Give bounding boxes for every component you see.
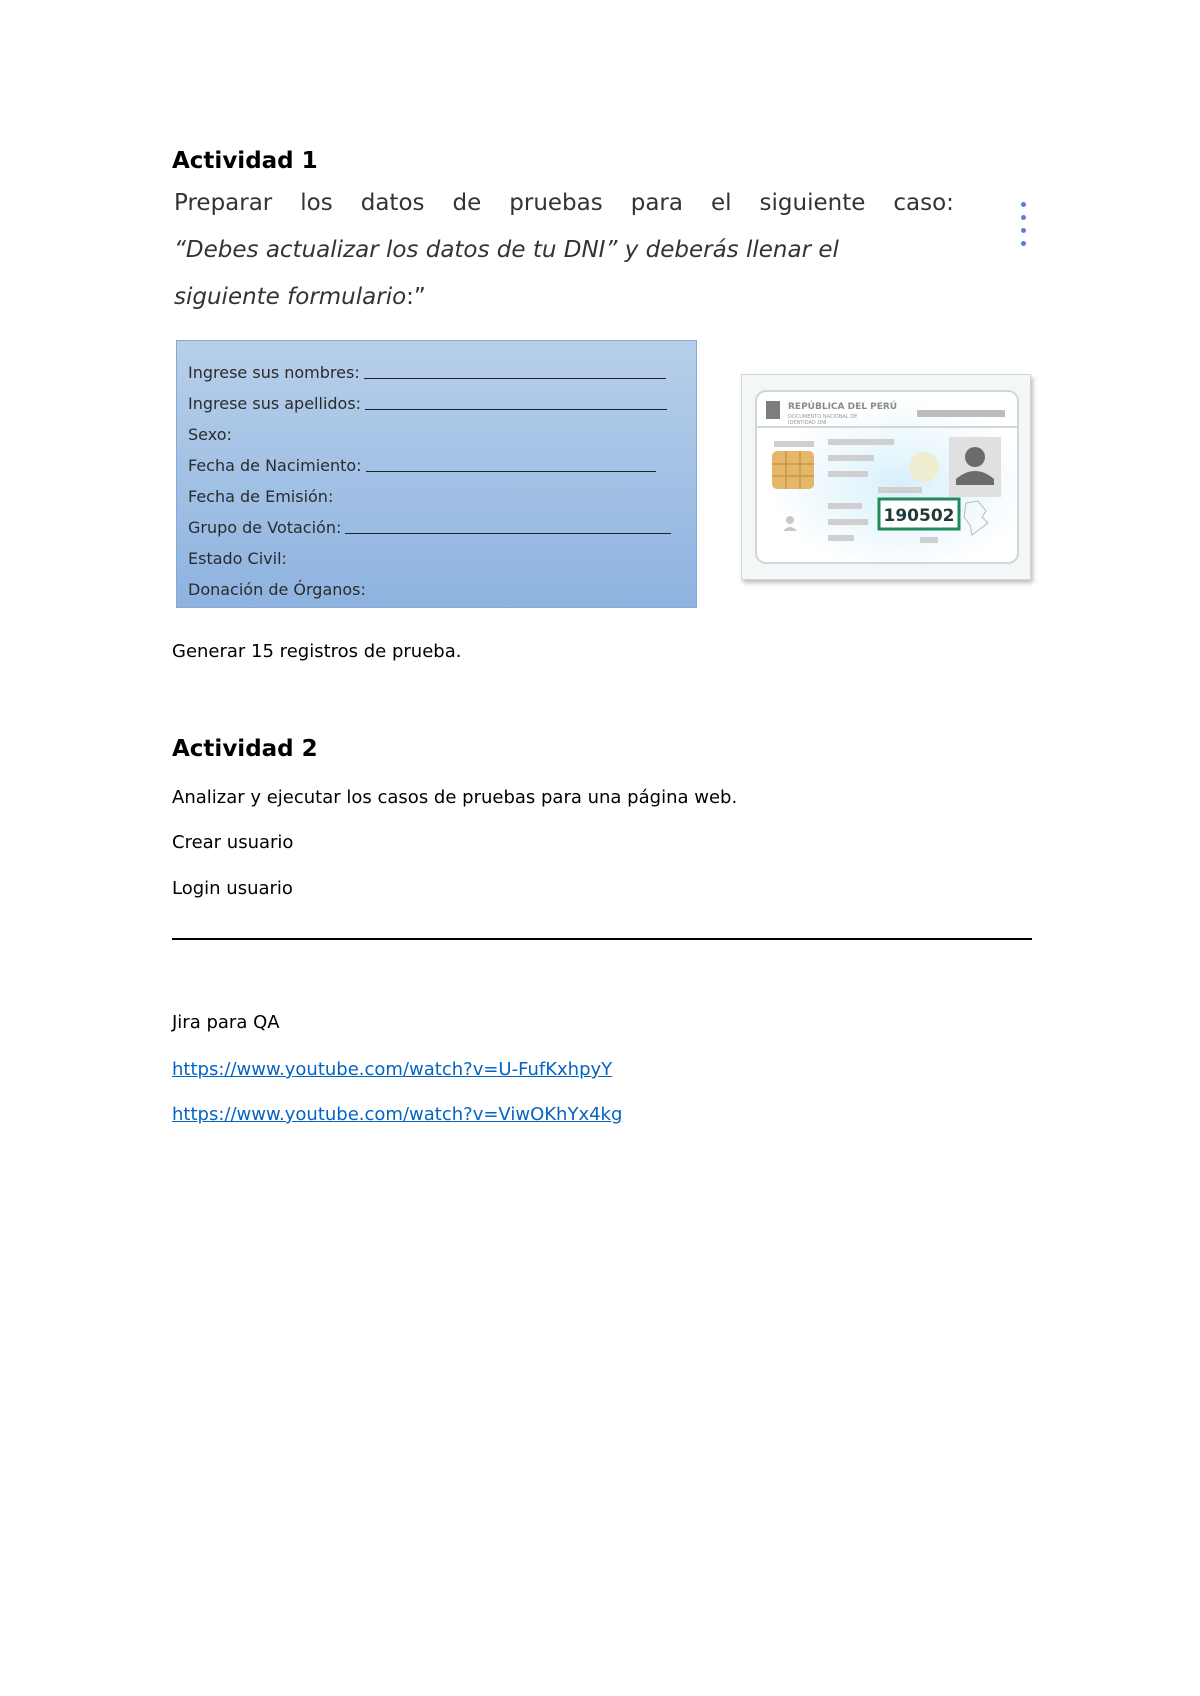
intro-word: caso: bbox=[893, 190, 954, 216]
form-field-label: Estado Civil: bbox=[188, 549, 287, 568]
activity1-task: Generar 15 registros de prueba. bbox=[172, 641, 462, 662]
youtube-link-1[interactable]: https://www.youtube.com/watch?v=U-FufKxhpyY bbox=[172, 1059, 613, 1080]
form-field-emision bbox=[188, 487, 333, 506]
form-field-nombres bbox=[188, 363, 666, 382]
intro-line3-italic: siguiente formulario bbox=[174, 284, 407, 310]
resources-title: Jira para QA bbox=[172, 1012, 280, 1033]
activity1-heading: Actividad 1 bbox=[172, 148, 318, 174]
dni-card-illustration bbox=[742, 375, 1030, 579]
intro-line-3 bbox=[174, 284, 426, 310]
dni-card-image bbox=[741, 374, 1031, 580]
dni-number: 190502 bbox=[883, 506, 955, 526]
activity2-heading: Actividad 2 bbox=[172, 736, 318, 762]
intro-line-2 bbox=[174, 237, 839, 263]
form-field-label: Fecha de Emisión: bbox=[188, 487, 334, 506]
intro-word: los bbox=[300, 190, 333, 216]
form-field-label: Donación de Órganos: bbox=[188, 580, 366, 599]
horizontal-divider bbox=[172, 938, 1032, 940]
chip-icon bbox=[772, 451, 814, 489]
flag-icon bbox=[766, 401, 780, 419]
form-field-label: Grupo de Votación: bbox=[188, 518, 342, 537]
intro-word: el bbox=[710, 190, 732, 216]
form-field-label: Ingrese sus apellidos: bbox=[188, 394, 362, 413]
card-doctype: DOCUMENTO NACIONAL DE bbox=[788, 414, 858, 420]
form-field-apellidos bbox=[188, 394, 667, 413]
form-blank-line bbox=[365, 409, 667, 410]
card-doctype-2: IDENTIDAD DNI bbox=[788, 420, 827, 426]
card-country: REPÚBLICA DEL PERÚ bbox=[788, 402, 898, 412]
small-person-icon bbox=[786, 516, 794, 524]
intro-line2-rest: y deberás llenar el bbox=[617, 237, 839, 263]
activity2-item: Login usuario bbox=[172, 878, 293, 899]
form-field-sexo bbox=[188, 425, 232, 444]
activity2-description: Analizar y ejecutar los casos de pruebas para una página web. bbox=[172, 787, 738, 808]
youtube-link-2[interactable]: https://www.youtube.com/watch?v=ViwOKhYx4kg bbox=[172, 1104, 623, 1125]
intro-word: Preparar bbox=[174, 190, 273, 216]
form-blank-line bbox=[364, 378, 666, 379]
form-field-votacion bbox=[188, 518, 671, 537]
intro-word: pruebas bbox=[509, 190, 603, 216]
intro-quote: “Debes actualizar los datos de tu DNI” bbox=[174, 237, 618, 263]
form-blank-line bbox=[345, 533, 671, 534]
intro-text bbox=[174, 190, 954, 320]
intro-word: datos bbox=[360, 190, 425, 216]
form-blank-line bbox=[366, 471, 656, 472]
intro-word: para bbox=[630, 190, 683, 216]
intro-word: de bbox=[452, 190, 482, 216]
form-field-estado-civil bbox=[188, 549, 287, 568]
dni-form-image bbox=[176, 340, 697, 608]
person-icon bbox=[965, 447, 985, 467]
intro-line3-rest: :” bbox=[406, 284, 426, 310]
form-field-label: Sexo: bbox=[188, 425, 232, 444]
more-vert-icon bbox=[1021, 202, 1027, 254]
form-field-donacion bbox=[188, 580, 366, 599]
hologram-icon bbox=[909, 452, 939, 482]
intro-word: siguiente bbox=[759, 190, 866, 216]
form-field-label: Fecha de Nacimiento: bbox=[188, 456, 362, 475]
form-field-nacimiento bbox=[188, 456, 656, 475]
intro-line-1 bbox=[174, 190, 954, 216]
form-field-label: Ingrese sus nombres: bbox=[188, 363, 360, 382]
activity2-item: Crear usuario bbox=[172, 832, 294, 853]
